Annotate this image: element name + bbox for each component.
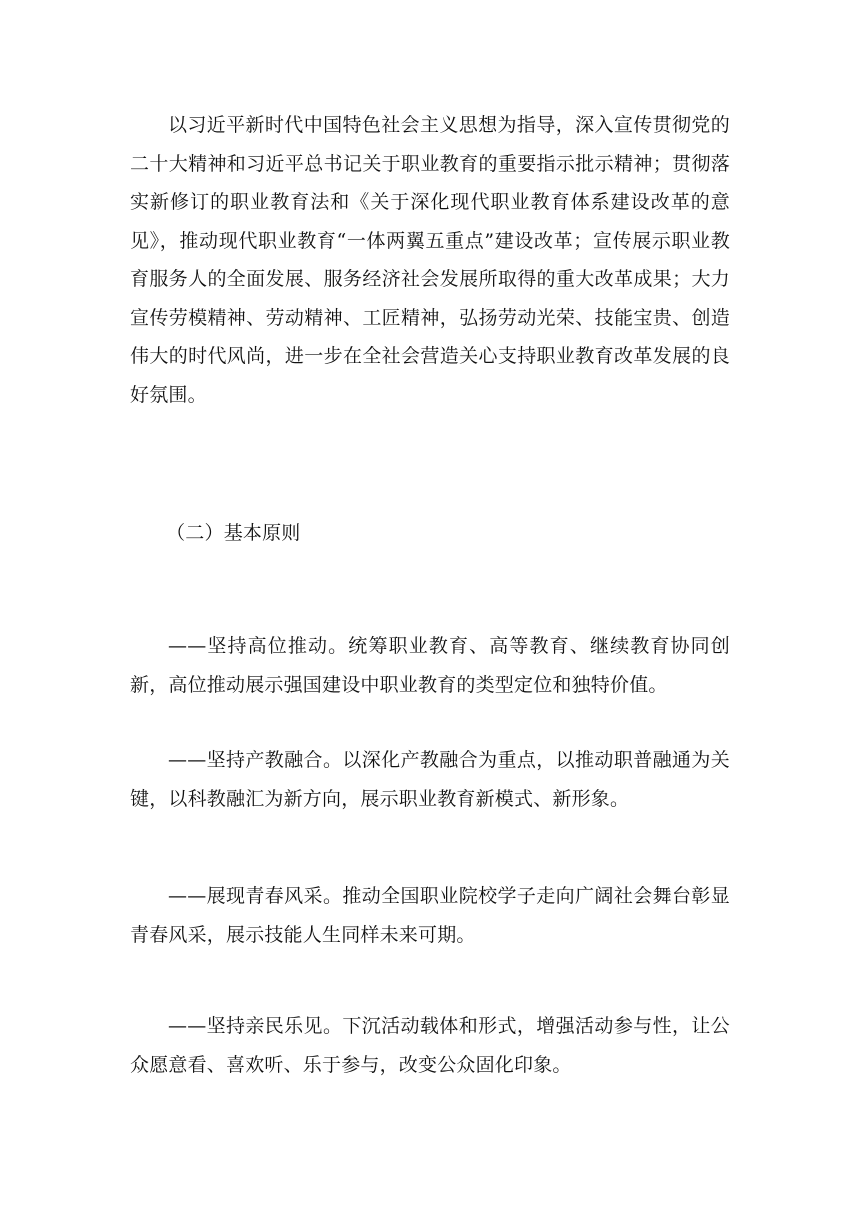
principle-paragraph: ——坚持产教融合。以深化产教融合为重点，以推动职普融通为关键，以科教融汇为新方向，展示职业教育新模式、新形象。 <box>130 749 730 810</box>
principle-paragraph: ——坚持亲民乐见。下沉活动载体和形式，增强活动参与性，让公众愿意看、喜欢听、乐于参与，改变公众固化印象。 <box>130 1015 730 1076</box>
principle-paragraph: ——展现青春风采。推动全国职业院校学子走向广阔社会舞台彰显青春风采，展示技能人生同样未来可期。 <box>130 885 730 946</box>
intro-paragraph: 以习近平新时代中国特色社会主义思想为指导，深入宣传贯彻党的二十大精神和习近平总书记关于职业教育的重要指示批示精神；贯彻落实新修订的职业教育法和《关于深化现代职业教育体系建设改革的意见》，推动现代职业教育“一体两翼五重点”建设改革；宣传展示职业教育服务人的全面发展、服务经济社会发展所取得的重大改革成果；大力宣传劳模精神、劳动精神、工匠精神，弘扬劳动光荣、技能宝贵、创造伟大的时代风尚，进一步在全社会营造关心支持职业教育改革发展的良好氛围。 <box>130 114 730 406</box>
principle-paragraph: ——坚持高位推动。统筹职业教育、高等教育、继续教育协同创新，高位推动展示强国建设中职业教育的类型定位和独特价值。 <box>130 635 730 696</box>
section-heading: （二）基本原则 <box>166 522 301 544</box>
